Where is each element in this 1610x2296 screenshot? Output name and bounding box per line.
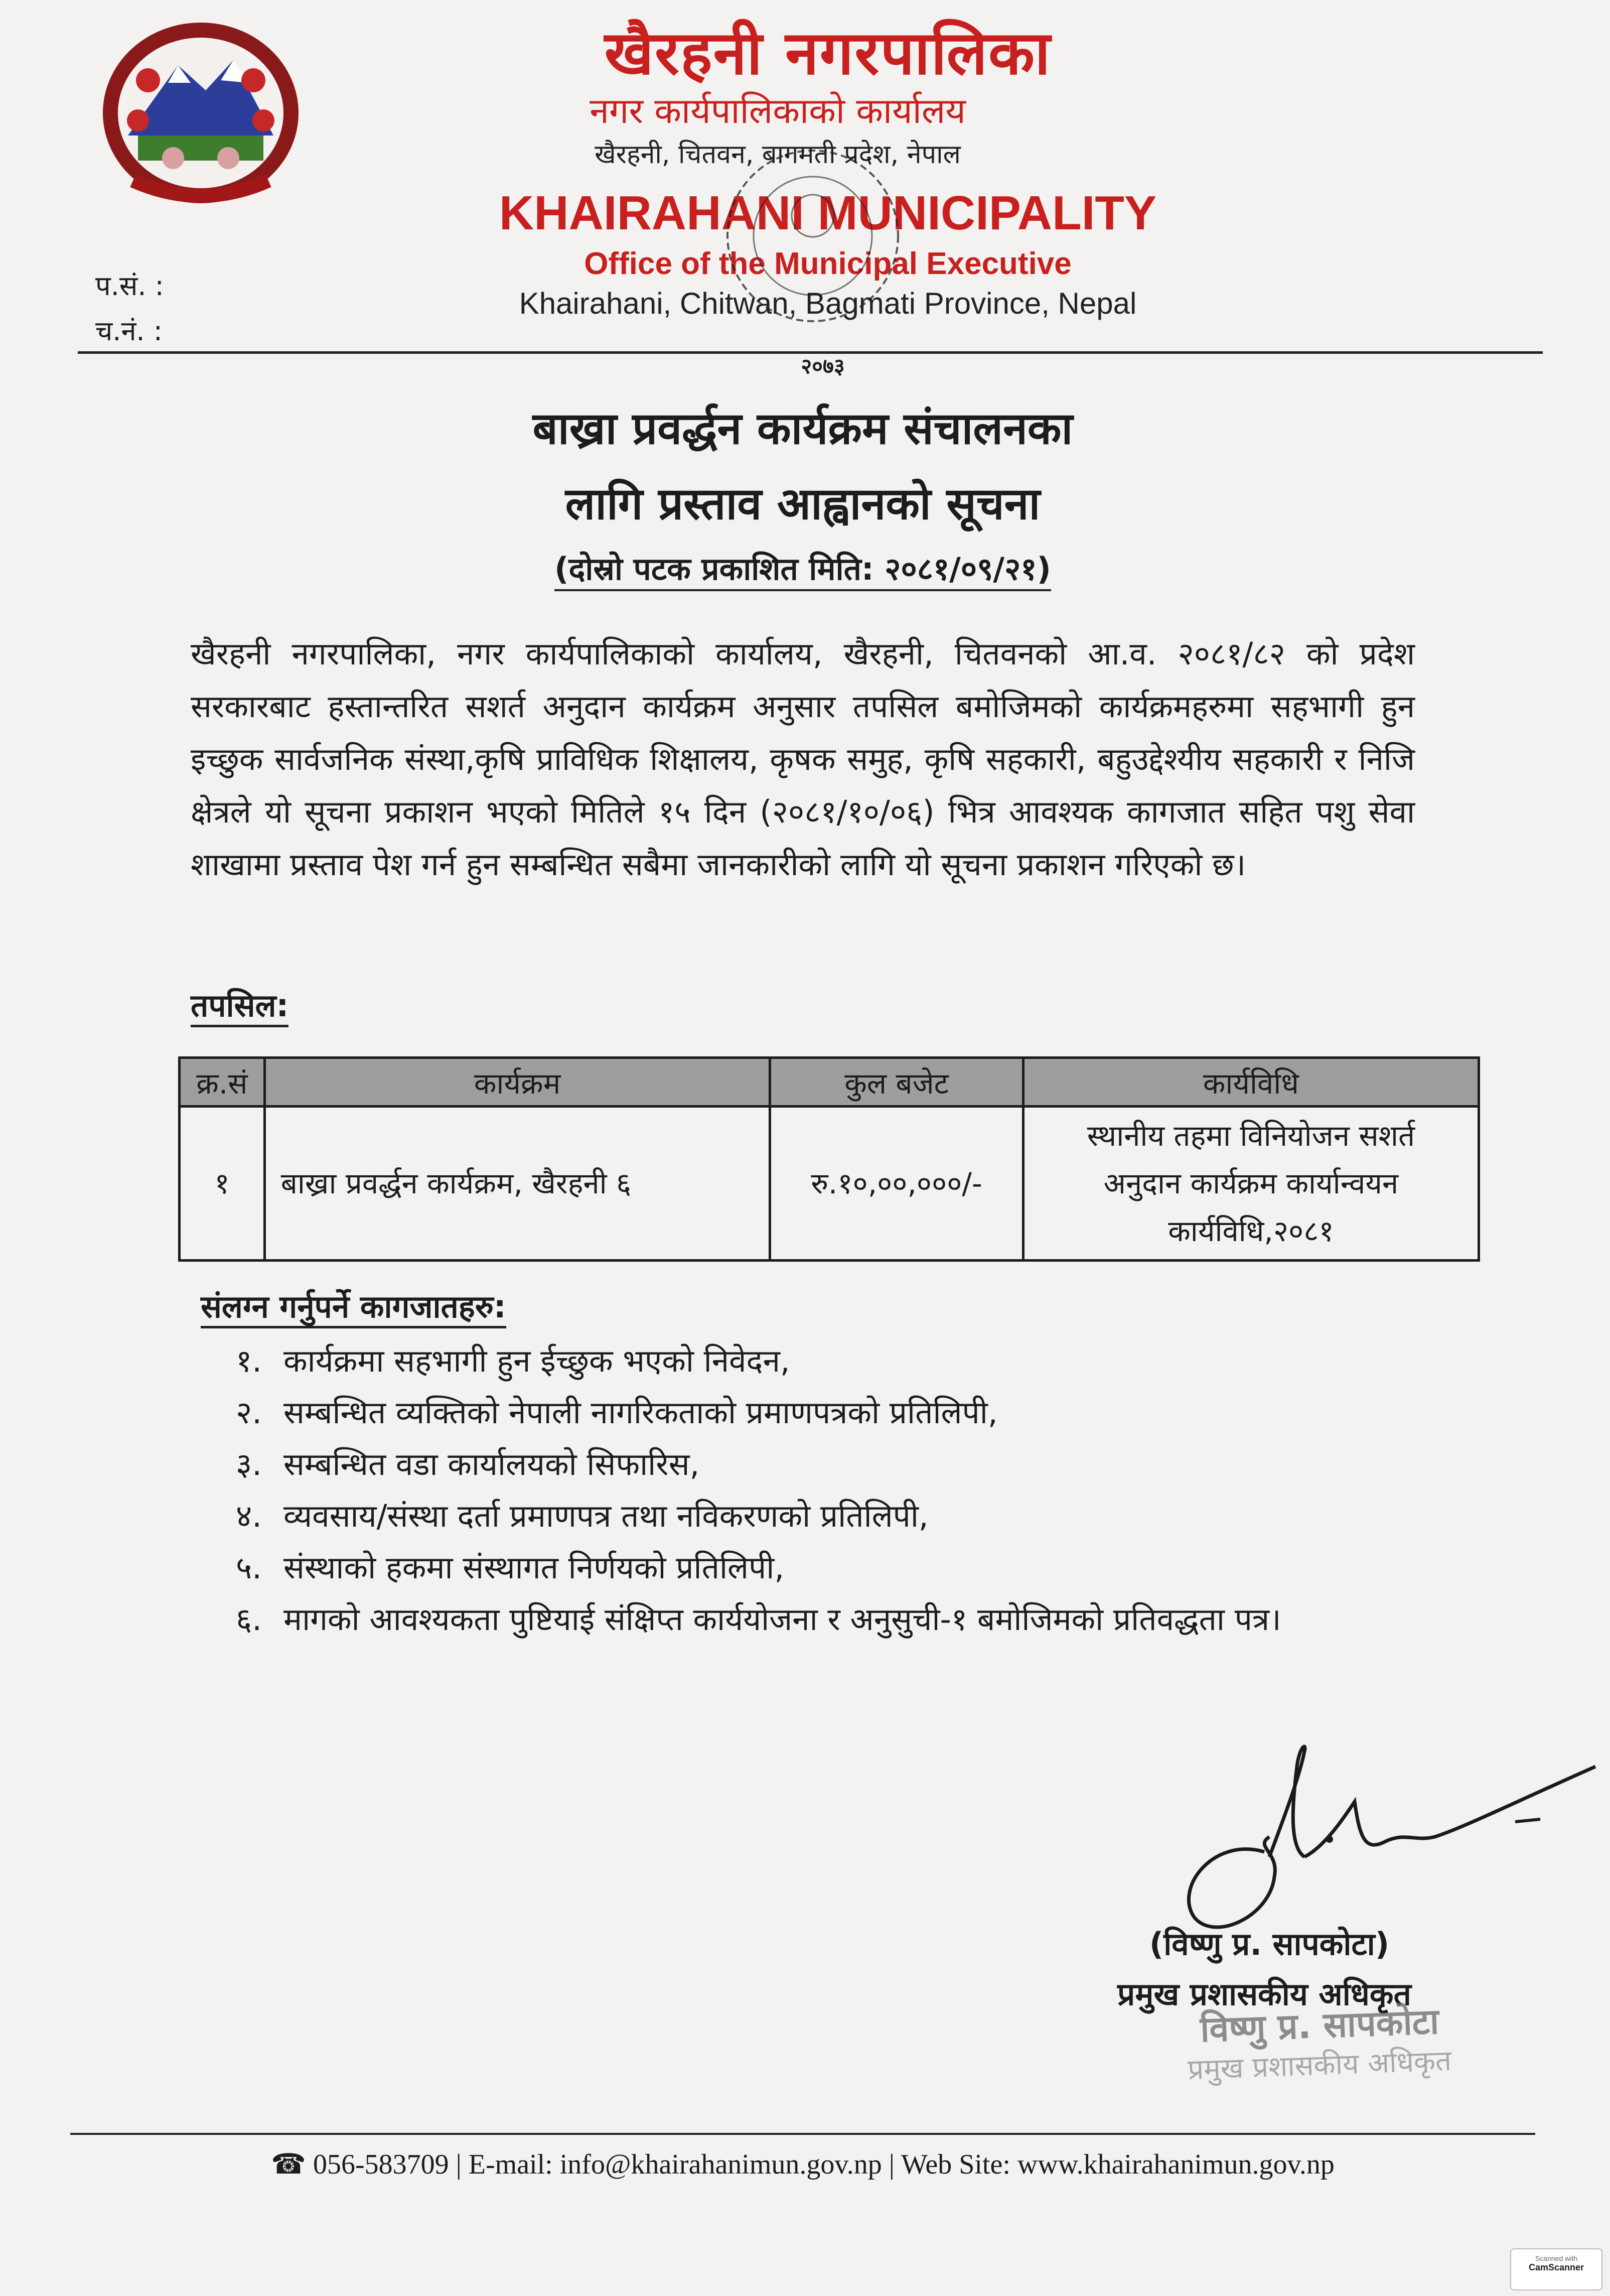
notice-title-line1: बाख्रा प्रवर्द्धन कार्यक्रम संचालनका <box>532 402 1073 454</box>
ref-number-label: प.सं. : <box>95 270 164 302</box>
phone-icon: ☎ <box>271 2149 306 2180</box>
header-np-title: खैरहनी नगरपालिका <box>604 19 1052 88</box>
details-heading-text: तपसिल: <box>191 987 288 1027</box>
camscanner-line1: Scanned with <box>1535 2254 1578 2262</box>
list-item: ५. संस्थाको हकमा संस्थागत निर्णयको प्रतिलिपी, <box>236 1549 785 1586</box>
name-stamp: विष्णु प्र. सापकोटा <box>1199 2000 1440 2051</box>
documents-heading-text: संलग्न गर्नुपर्ने कागजातहरु: <box>201 1288 506 1328</box>
table-row <box>180 1107 1479 1261</box>
table-header-row <box>180 1058 1479 1107</box>
procedure-line1: स्थानीय तहमा विनियोजन सशर्त <box>1087 1118 1415 1153</box>
cell-procedure <box>1023 1107 1479 1261</box>
header-en-title: KHAIRAHANI MUNICIPALITY <box>499 186 1157 240</box>
seal-year: २०७३ <box>801 354 845 378</box>
camscanner-badge <box>1510 2248 1602 2290</box>
list-item: १. कार्यक्रमा सहभागी हुन ईच्छुक भएको निवेदन, <box>236 1342 790 1379</box>
col-header-program: कार्यक्रम <box>264 1058 770 1107</box>
government-emblem <box>98 20 304 211</box>
cell-sn: १ <box>180 1107 265 1261</box>
list-item: ४. व्यवसाय/संस्था दर्ता प्रमाणपत्र तथा नविकरणको प्रतिलिपी, <box>236 1498 929 1534</box>
notice-title-line2: लागि प्रस्ताव आह्वानको सूचना <box>565 478 1041 529</box>
cell-budget: रु.१०,००,०००/- <box>770 1107 1023 1261</box>
footer-divider <box>70 2133 1535 2135</box>
camscanner-line2: CamScanner <box>1528 2262 1584 2272</box>
publish-date-text: (दोस्रो पटक प्रकाशित मिति: २०८१/०९/२१) <box>554 551 1051 591</box>
col-header-budget: कुल बजेट <box>770 1058 1023 1107</box>
dispatch-number-label: च.नं. : <box>95 315 163 347</box>
publish-date <box>502 547 1104 589</box>
documents-heading <box>201 1285 506 1327</box>
office-seal <box>722 146 903 326</box>
procedure-line2: अनुदान कार्यक्रम कार्यान्वयन <box>1103 1166 1399 1200</box>
documents-list <box>236 1335 1440 1645</box>
col-header-procedure: कार्यविधि <box>1023 1058 1479 1107</box>
header-en-office: Office of the Municipal Executive <box>584 246 1072 281</box>
signatory-name: (विष्णु प्र. सापकोटा) <box>1149 1926 1390 1962</box>
col-header-sn: क्र.सं <box>180 1058 265 1107</box>
list-item: ३. सम्बन्धित वडा कार्यालयको सिफारिस, <box>236 1446 700 1482</box>
list-item: २. सम्बन्धित व्यक्तिको नेपाली नागरिकताको प्रमाणपत्रको प्रतिलिपी, <box>236 1394 998 1431</box>
footer-contact <box>201 2148 1405 2181</box>
notice-body: खैरहनी नगरपालिका, नगर कार्यपालिकाको कार्यालय, खैरहनी, चितवनको आ.व. २०८१/८२ को प्रदेश सरकारबाट हस्तान्तरित सशर्त अनुदान कार्यक्रम अनुसार तपसिल बमोजिमको कार्यक्रमहरुमा सहभागी हुन इच्छुक सार्वजनिक संस्था,कृषि प्राविधिक शिक्षालय, कृषक समुह, कृषि सहकारी, बहुउद्देश्यीय सहकारी र निजि क्षेत्रले यो सूचना प्रकाशन भएको मितिले १५ दिन (२०८१/१०/०६) भित्र आवश्यक कागजात सहित पशु सेवा शाखामा प्रस्ताव पेश गर्न हुन सम्बन्धित सबैमा जानकारीको लागि यो सूचना प्रकाशन गरिएको छ। <box>191 635 1415 883</box>
cell-program: बाख्रा प्रवर्द्धन कार्यक्रम, खैरहनी ६ <box>264 1107 770 1261</box>
signatory-title: प्रमुख प्रशासकीय अधिकृत <box>1117 1976 1411 2012</box>
footer-contact-text: 056-583709 | E-mail: info@khairahanimun.gov.np | Web Site: www.khairahanimun.gov.np <box>313 2149 1335 2180</box>
handwritten-signature <box>1154 1736 1605 1947</box>
header-np-office: नगर कार्यपालिकाको कार्यालय <box>590 90 966 131</box>
title-stamp: प्रमुख प्रशासकीय अधिकृत <box>1187 2044 1452 2087</box>
header-np-address: खैरहनी, चितवन, बागमती प्रदेश, नेपाल <box>595 140 961 170</box>
list-item: ६. मागको आवश्यकता पुष्टियाई संक्षिप्त कार्ययोजना र अनुसुची-१ बमोजिमको प्रतिवद्धता पत्र। <box>236 1601 1281 1638</box>
details-heading <box>191 984 288 1026</box>
header-divider <box>78 351 1543 354</box>
header-en-address: Khairahani, Chitwan, Bagmati Province, Nepal <box>519 287 1137 320</box>
procedure-line3: कार्यविधि,२०८१ <box>1168 1213 1334 1248</box>
program-table <box>178 1056 1480 1262</box>
